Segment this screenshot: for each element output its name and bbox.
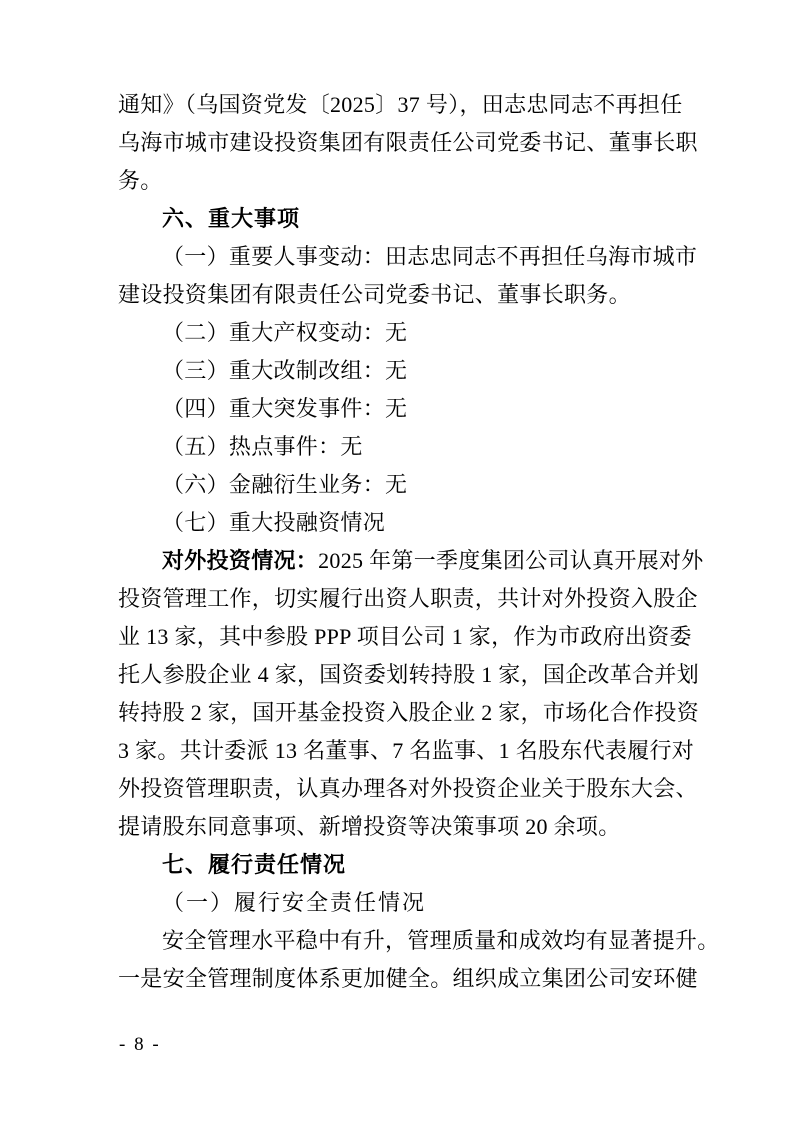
paragraph: [118, 922, 720, 998]
text-line: （七）重大投融资情况: [162, 510, 386, 535]
text-line: 乌海市城市建设投资集团有限责任公司党委书记、董事长职: [118, 130, 698, 155]
paragraph: [118, 504, 680, 542]
paragraph: [118, 390, 680, 428]
text-line: （六）金融衍生业务：无: [162, 472, 408, 497]
text-line: 建设投资集团有限责任公司党委书记、董事长职务。: [118, 282, 631, 307]
text-line: 投资管理工作，切实履行出资人职责，共计对外投资入股企: [118, 586, 698, 611]
paragraph: [118, 86, 698, 200]
text-line: （五）热点事件：无: [162, 434, 363, 459]
text-line: 安全管理水平稳中有升，管理质量和成效均有显著提升。: [162, 928, 720, 953]
text-line: 业 13 家，其中参股 PPP 项目公司 1 家，作为市政府出资委: [118, 624, 692, 649]
text-line: 务。: [118, 168, 163, 193]
paragraph: [118, 542, 704, 846]
text-line: 3 家。共计委派 13 名董事、7 名监事、1 名股东代表履行对: [118, 738, 695, 763]
paragraph: [118, 314, 680, 352]
document-body: [118, 86, 720, 998]
section-heading: [118, 846, 680, 884]
text-line: 六、重大事项: [162, 206, 301, 231]
paragraph: [118, 238, 698, 314]
text-line: 外投资管理职责，认真办理各对外投资企业关于股东大会、: [118, 776, 698, 801]
text-line: （一）履行安全责任情况: [162, 890, 427, 915]
paragraph: [118, 884, 680, 922]
text-line: 通知》（乌国资党发〔2025〕37 号），田志忠同志不再担任: [118, 92, 683, 117]
paragraph: [118, 466, 680, 504]
text-line: 托人参股企业 4 家，国资委划转持股 1 家，国企改革合并划: [118, 662, 700, 687]
text-line: （二）重大产权变动：无: [162, 320, 408, 345]
text-line: 一是安全管理制度体系更加健全。组织成立集团公司安环健: [118, 966, 698, 991]
paragraph: [118, 352, 680, 390]
section-heading: [118, 200, 680, 238]
text-line: （三）重大改制改组：无: [162, 358, 408, 383]
text-line: 转持股 2 家，国开基金投资入股企业 2 家，市场化合作投资: [118, 700, 700, 725]
page-number: - 8 -: [119, 1034, 161, 1055]
text-line: （四）重大突发事件：无: [162, 396, 408, 421]
text-line: 七、履行责任情况: [162, 852, 347, 877]
text-line: [118, 542, 704, 580]
paragraph-text: 2025 年第一季度集团公司认真开展对外: [318, 548, 704, 573]
text-line: （一）重要人事变动：田志忠同志不再担任乌海市城市: [162, 244, 698, 269]
text-line: 提请股东同意事项、新增投资等决策事项 20 余项。: [118, 814, 621, 839]
paragraph-lead-bold: 对外投资情况：: [162, 548, 319, 573]
paragraph: [118, 428, 680, 466]
